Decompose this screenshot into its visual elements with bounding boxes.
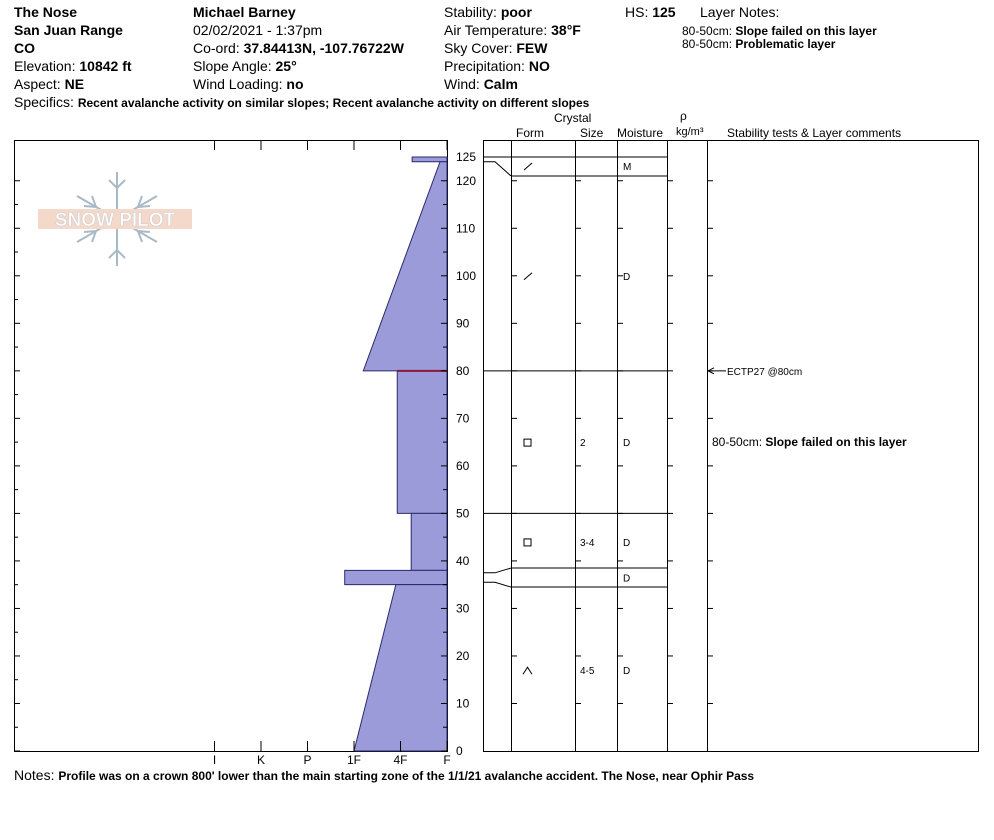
specifics-label: Specifics: [14,94,74,110]
aspect-value: NE [64,76,85,92]
sky-value: FEW [516,40,548,56]
moisture-value-0: M [623,162,632,174]
size-value-2: 2 [580,438,586,450]
moisture-header: Moisture [617,126,664,140]
height-label-120: 120 [456,173,477,188]
sky-label: Sky Cover: [444,40,513,56]
elevation-value: 10842 ft [79,58,132,74]
slope-label: Slope Angle: [193,58,272,74]
hardness-segment-1 [363,162,447,371]
height-label-20: 20 [456,648,470,663]
layer-comment-range: 80-50cm: [712,435,766,450]
hardness-segment-3 [411,513,447,570]
moisture-value-3: D [623,537,631,549]
layer-note-1-text: Slope failed on this layer [735,24,877,38]
moisture-value-4: D [623,573,631,585]
height-label-80: 80 [456,363,470,378]
hardness-label-I: I [212,753,217,767]
wind-value: Calm [483,76,518,92]
precip-label: Precipitation: [444,58,525,74]
hardness-segment-0 [412,157,447,162]
height-label-100: 100 [456,268,477,283]
height-label-40: 40 [456,553,470,568]
hs-value: 125 [652,4,676,20]
form-icon-faceted-2 [524,439,531,446]
form-header: Form [516,126,544,140]
height-label-90: 90 [456,316,470,331]
layer-note-2-range: 80-50cm: [682,37,733,51]
slope-value: 25° [275,58,297,74]
logo-text: SNOW PILOT [54,210,176,231]
layer-connector-1 [483,162,511,176]
layer-note-2-text: Problematic layer [735,37,836,51]
stability-tests [708,367,907,449]
moisture-value-2: D [623,438,631,450]
height-label-10: 10 [456,696,470,711]
layer-table-ticks [511,181,713,704]
air-temp-label: Air Temperature: [444,22,548,38]
height-label-110: 110 [456,221,476,236]
size-header: Size [580,126,604,140]
coord-label: Co-ord: [193,40,240,56]
crystal-header: Crystal [554,111,592,125]
specifics-value: Recent avalanche activity on similar slopes; Recent avalanche activity on different slopes [77,96,590,110]
stability-value: poor [500,4,532,20]
density-header: kg/m³ [676,126,704,138]
range-name: San Juan Range [14,22,123,38]
hardness-label-F: F [443,753,451,767]
hardness-label-1F: 1F [346,753,362,767]
notes-label: Notes: [14,767,55,783]
rho-header: ρ [680,109,687,123]
hardness-label-K: K [256,753,266,767]
wind-label: Wind: [444,76,480,92]
layer-note-1-range: 80-50cm: [682,24,733,38]
observer-name: Michael Barney [193,4,296,20]
layer-notes-label: Layer Notes: [700,4,780,20]
hardness-profile [345,157,447,751]
coord-value: 37.84413N, -107.76722W [243,40,404,56]
hardness-segment-2 [397,371,447,514]
height-label-50: 50 [456,506,470,521]
test-label-0: ECTP27 @80cm [727,366,803,378]
comments-header: Stability tests & Layer comments [727,126,902,140]
state-name: CO [14,40,35,56]
layer-cells [523,162,631,677]
notes-text: Profile was on a crown 800' lower than the main starting zone of the 1/1/21 avalanche accident. The Nose, near Ophir Pass [58,769,755,783]
size-value-3: 3-4 [580,537,595,549]
hs-label: HS: [625,4,649,20]
moisture-value-5: D [623,666,631,678]
layer-connector-4 [483,568,511,573]
wind-loading-value: no [286,76,304,92]
height-label-60: 60 [456,458,470,473]
aspect-label: Aspect: [14,76,61,92]
form-icon-depth-hoar-5 [523,667,532,674]
hardness-label-4F: 4F [393,753,408,767]
height-label-30: 30 [456,601,470,616]
size-value-5: 4-5 [580,666,595,678]
layer-connector-5 [483,582,511,587]
height-label-0: 0 [456,744,463,758]
snow-pilot-logo [38,172,192,266]
layer-comment-0 [712,435,907,449]
form-icon-decomposing-1 [524,273,532,280]
form-icon-faceted-3 [524,539,531,546]
air-temp-value: 38°F [551,22,581,38]
precip-value: NO [528,58,550,74]
observation-datetime: 02/02/2021 - 1:37pm [193,22,323,38]
stability-label: Stability: [444,4,497,20]
layer-comment-text: Slope failed on this layer [765,435,907,450]
wind-loading-label: Wind Loading: [193,76,283,92]
form-icon-decomposing-0 [524,163,532,170]
elevation-label: Elevation: [14,58,76,74]
moisture-value-1: D [623,271,631,283]
height-label-125: 125 [456,150,477,164]
height-axis [456,150,476,758]
height-label-70: 70 [456,411,470,426]
hardness-segment-4 [345,570,447,584]
location-name: The Nose [14,4,78,20]
hardness-label-P: P [303,753,312,767]
hardness-segment-5 [354,585,447,751]
